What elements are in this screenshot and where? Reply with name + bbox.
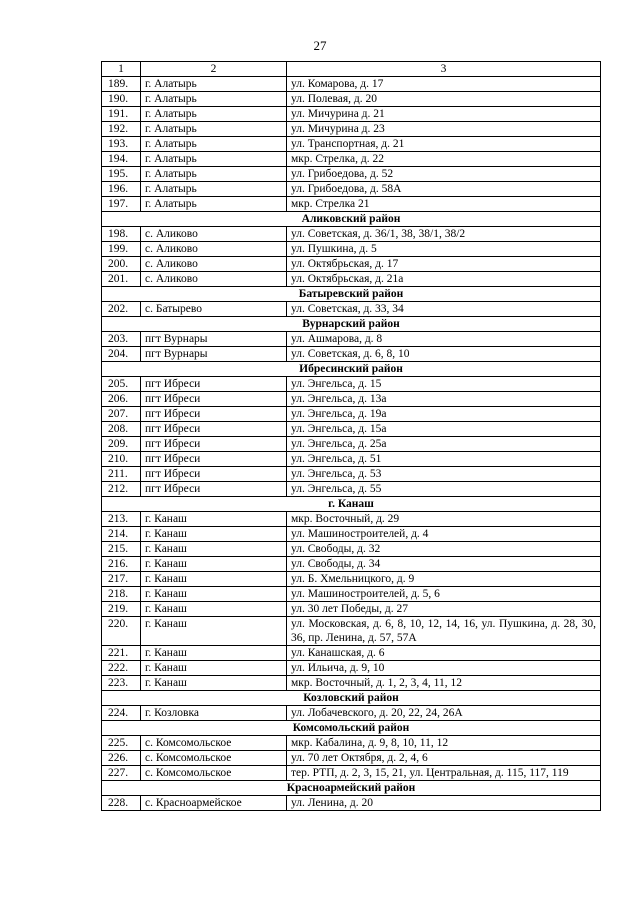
- address-cell: мкр. Стрелка 21: [287, 197, 601, 212]
- table-row: [102, 617, 601, 646]
- page-number: 27: [313, 38, 327, 53]
- district-header-row: [102, 781, 601, 796]
- district-header-row: [102, 721, 601, 736]
- row-number: 204.: [102, 347, 141, 362]
- table-row: [102, 527, 601, 542]
- table-row: [102, 646, 601, 661]
- row-number: 210.: [102, 452, 141, 467]
- district-title: Вурнарский район: [102, 317, 601, 332]
- row-number: 189.: [102, 77, 141, 92]
- locality-cell: г. Канаш: [141, 602, 287, 617]
- address-cell: ул. Комарова, д. 17: [287, 77, 601, 92]
- locality-cell: г. Канаш: [141, 587, 287, 602]
- table-row: [102, 766, 601, 781]
- locality-cell: г. Канаш: [141, 572, 287, 587]
- table-row: [102, 272, 601, 287]
- address-cell: ул. Советская, д. 33, 34: [287, 302, 601, 317]
- locality-cell: с. Комсомольское: [141, 766, 287, 781]
- row-number: 193.: [102, 137, 141, 152]
- table-row: [102, 587, 601, 602]
- row-number: 197.: [102, 197, 141, 212]
- address-cell: ул. Ленина, д. 20: [287, 796, 601, 811]
- table-row: [102, 661, 601, 676]
- address-cell: ул. Октябрьская, д. 21а: [287, 272, 601, 287]
- table-row: [102, 137, 601, 152]
- row-number: 196.: [102, 182, 141, 197]
- locality-cell: г. Алатырь: [141, 137, 287, 152]
- address-cell: ул. Энгельса, д. 13а: [287, 392, 601, 407]
- table-row: [102, 242, 601, 257]
- district-title: Аликовский район: [102, 212, 601, 227]
- column-header: 3: [287, 62, 601, 77]
- locality-cell: с. Аликово: [141, 242, 287, 257]
- locality-cell: пгт Ибреси: [141, 392, 287, 407]
- row-number: 224.: [102, 706, 141, 721]
- address-cell: ул. Б. Хмельницкого, д. 9: [287, 572, 601, 587]
- row-number: 221.: [102, 646, 141, 661]
- row-number: 201.: [102, 272, 141, 287]
- row-number: 228.: [102, 796, 141, 811]
- table-row: [102, 152, 601, 167]
- locality-cell: г. Канаш: [141, 512, 287, 527]
- table-row: [102, 302, 601, 317]
- row-number: 200.: [102, 257, 141, 272]
- address-cell: ул. Мичурина д. 23: [287, 122, 601, 137]
- row-number: 195.: [102, 167, 141, 182]
- address-cell: ул. Мичурина д. 21: [287, 107, 601, 122]
- table-row: [102, 736, 601, 751]
- table-row: [102, 197, 601, 212]
- address-cell: мкр. Кабалина, д. 9, 8, 10, 11, 12: [287, 736, 601, 751]
- district-title: Козловский район: [102, 691, 601, 706]
- locality-cell: пгт Ибреси: [141, 467, 287, 482]
- table-row: [102, 227, 601, 242]
- column-header: 1: [102, 62, 141, 77]
- row-number: 217.: [102, 572, 141, 587]
- locality-cell: г. Алатырь: [141, 182, 287, 197]
- table-row: [102, 167, 601, 182]
- row-number: 211.: [102, 467, 141, 482]
- locality-cell: пгт Вурнары: [141, 347, 287, 362]
- locality-cell: с. Аликово: [141, 227, 287, 242]
- district-header-row: [102, 362, 601, 377]
- address-cell: ул. Энгельса, д. 55: [287, 482, 601, 497]
- table-row: [102, 452, 601, 467]
- address-cell: ул. Пушкина, д. 5: [287, 242, 601, 257]
- locality-cell: г. Алатырь: [141, 122, 287, 137]
- table-row: [102, 557, 601, 572]
- row-number: 194.: [102, 152, 141, 167]
- column-header: 2: [141, 62, 287, 77]
- locality-cell: г. Алатырь: [141, 167, 287, 182]
- table-row: [102, 751, 601, 766]
- locality-cell: г. Алатырь: [141, 77, 287, 92]
- address-cell: ул. Энгельса, д. 25а: [287, 437, 601, 452]
- row-number: 190.: [102, 92, 141, 107]
- table-row: [102, 482, 601, 497]
- address-cell: ул. Полевая, д. 20: [287, 92, 601, 107]
- table-row: [102, 542, 601, 557]
- row-number: 216.: [102, 557, 141, 572]
- row-number: 208.: [102, 422, 141, 437]
- address-cell: ул. Лобачевского, д. 20, 22, 24, 26А: [287, 706, 601, 721]
- address-cell: ул. Транспортная, д. 21: [287, 137, 601, 152]
- locality-cell: с. Батырево: [141, 302, 287, 317]
- row-number: 215.: [102, 542, 141, 557]
- address-cell: ул. Свободы, д. 32: [287, 542, 601, 557]
- address-cell: ул. Советская, д. 6, 8, 10: [287, 347, 601, 362]
- address-cell: ул. Энгельса, д. 15а: [287, 422, 601, 437]
- locality-cell: с. Аликово: [141, 257, 287, 272]
- district-header-row: [102, 497, 601, 512]
- table-row: [102, 796, 601, 811]
- table-row: [102, 602, 601, 617]
- locality-cell: пгт Ибреси: [141, 407, 287, 422]
- locality-cell: с. Комсомольское: [141, 751, 287, 766]
- table-row: [102, 392, 601, 407]
- table-row: [102, 422, 601, 437]
- row-number: 219.: [102, 602, 141, 617]
- locality-cell: пгт Ибреси: [141, 422, 287, 437]
- row-number: 213.: [102, 512, 141, 527]
- district-title: Комсомольский район: [102, 721, 601, 736]
- address-cell: ул. Грибоедова, д. 52: [287, 167, 601, 182]
- locality-cell: г. Алатырь: [141, 197, 287, 212]
- row-number: 199.: [102, 242, 141, 257]
- address-cell: тер. РТП, д. 2, 3, 15, 21, ул. Центральная, д. 115, 117, 119: [287, 766, 601, 781]
- district-title: г. Канаш: [102, 497, 601, 512]
- address-cell: ул. Энгельса, д. 51: [287, 452, 601, 467]
- row-number: 191.: [102, 107, 141, 122]
- table-row: [102, 676, 601, 691]
- table-row: [102, 572, 601, 587]
- locality-cell: с. Комсомольское: [141, 736, 287, 751]
- address-table-body: [102, 62, 601, 811]
- locality-cell: с. Красноармейское: [141, 796, 287, 811]
- locality-cell: пгт Вурнары: [141, 332, 287, 347]
- address-cell: ул. Ильича, д. 9, 10: [287, 661, 601, 676]
- table-row: [102, 347, 601, 362]
- address-cell: ул. Ашмарова, д. 8: [287, 332, 601, 347]
- locality-cell: с. Аликово: [141, 272, 287, 287]
- table-row: [102, 437, 601, 452]
- locality-cell: пгт Ибреси: [141, 452, 287, 467]
- address-table: [101, 61, 601, 811]
- locality-cell: г. Алатырь: [141, 92, 287, 107]
- district-header-row: [102, 317, 601, 332]
- locality-cell: пгт Ибреси: [141, 482, 287, 497]
- locality-cell: пгт Ибреси: [141, 377, 287, 392]
- locality-cell: г. Козловка: [141, 706, 287, 721]
- address-cell: ул. Энгельса, д. 15: [287, 377, 601, 392]
- row-number: 198.: [102, 227, 141, 242]
- row-number: 220.: [102, 617, 141, 646]
- row-number: 226.: [102, 751, 141, 766]
- row-number: 222.: [102, 661, 141, 676]
- table-row: [102, 512, 601, 527]
- table-row: [102, 92, 601, 107]
- address-cell: ул. Грибоедова, д. 58А: [287, 182, 601, 197]
- district-header-row: [102, 691, 601, 706]
- table-row: [102, 467, 601, 482]
- address-cell: ул. 30 лет Победы, д. 27: [287, 602, 601, 617]
- address-cell: ул. Машиностроителей, д. 4: [287, 527, 601, 542]
- address-cell: ул. Энгельса, д. 53: [287, 467, 601, 482]
- row-number: 214.: [102, 527, 141, 542]
- locality-cell: г. Канаш: [141, 646, 287, 661]
- table-row: [102, 706, 601, 721]
- address-cell: ул. Канашская, д. 6: [287, 646, 601, 661]
- address-cell: мкр. Стрелка, д. 22: [287, 152, 601, 167]
- locality-cell: г. Канаш: [141, 617, 287, 646]
- address-cell: мкр. Восточный, д. 29: [287, 512, 601, 527]
- row-number: 192.: [102, 122, 141, 137]
- row-number: 223.: [102, 676, 141, 691]
- locality-cell: г. Алатырь: [141, 152, 287, 167]
- address-cell: мкр. Восточный, д. 1, 2, 3, 4, 11, 12: [287, 676, 601, 691]
- table-row: [102, 257, 601, 272]
- table-row: [102, 182, 601, 197]
- address-cell: ул. Машиностроителей, д. 5, 6: [287, 587, 601, 602]
- locality-cell: г. Канаш: [141, 557, 287, 572]
- table-header-row: [102, 62, 601, 77]
- district-title: Ибресинский район: [102, 362, 601, 377]
- row-number: 225.: [102, 736, 141, 751]
- table-row: [102, 122, 601, 137]
- table-row: [102, 77, 601, 92]
- row-number: 209.: [102, 437, 141, 452]
- district-header-row: [102, 287, 601, 302]
- locality-cell: г. Алатырь: [141, 107, 287, 122]
- district-title: Красноармейский район: [102, 781, 601, 796]
- table-row: [102, 407, 601, 422]
- row-number: 218.: [102, 587, 141, 602]
- row-number: 206.: [102, 392, 141, 407]
- address-cell: ул. Энгельса, д. 19а: [287, 407, 601, 422]
- locality-cell: г. Канаш: [141, 661, 287, 676]
- table-row: [102, 332, 601, 347]
- address-cell: ул. 70 лет Октября, д. 2, 4, 6: [287, 751, 601, 766]
- district-header-row: [102, 212, 601, 227]
- row-number: 205.: [102, 377, 141, 392]
- locality-cell: г. Канаш: [141, 542, 287, 557]
- locality-cell: пгт Ибреси: [141, 437, 287, 452]
- address-cell: ул. Свободы, д. 34: [287, 557, 601, 572]
- address-cell: ул. Советская, д. 36/1, 38, 38/1, 38/2: [287, 227, 601, 242]
- row-number: 212.: [102, 482, 141, 497]
- row-number: 227.: [102, 766, 141, 781]
- district-title: Батыревский район: [102, 287, 601, 302]
- locality-cell: г. Канаш: [141, 676, 287, 691]
- table-row: [102, 107, 601, 122]
- address-cell: ул. Московская, д. 6, 8, 10, 12, 14, 16, ул. Пушкина, д. 28, 30, 36, пр. Ленина, д. 57, 57А: [287, 617, 601, 646]
- address-cell: ул. Октябрьская, д. 17: [287, 257, 601, 272]
- table-row: [102, 377, 601, 392]
- row-number: 203.: [102, 332, 141, 347]
- row-number: 202.: [102, 302, 141, 317]
- row-number: 207.: [102, 407, 141, 422]
- locality-cell: г. Канаш: [141, 527, 287, 542]
